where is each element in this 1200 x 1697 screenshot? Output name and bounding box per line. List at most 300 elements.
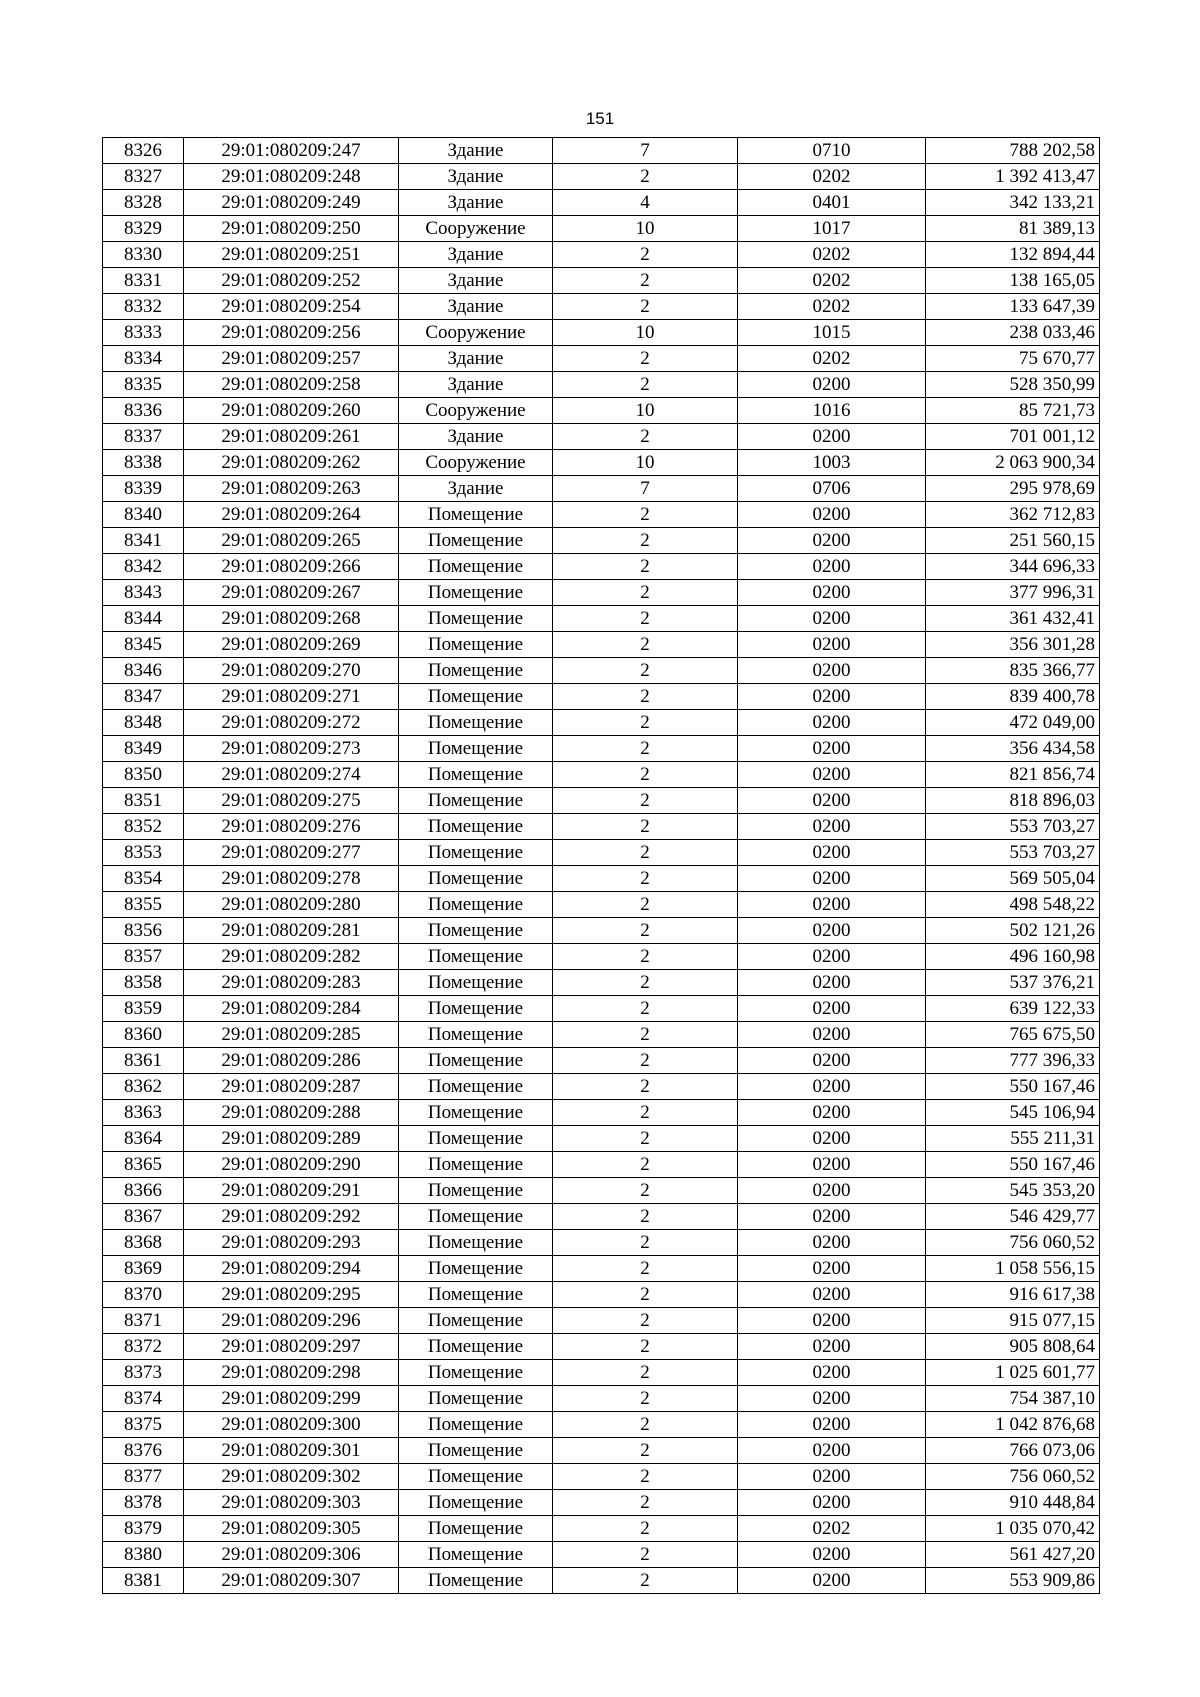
table-row xyxy=(103,1464,1100,1490)
cadastral-number-cell: 29:01:080209:301 xyxy=(184,1438,399,1464)
row-number-cell: 8359 xyxy=(103,996,184,1022)
table-row xyxy=(103,190,1100,216)
cadastral-number-cell: 29:01:080209:298 xyxy=(184,1360,399,1386)
group-cell: 2 xyxy=(553,1204,738,1230)
cadastral-value-cell: 528 350,99 xyxy=(926,372,1100,398)
code-cell: 0200 xyxy=(738,1100,926,1126)
row-number-cell: 8380 xyxy=(103,1542,184,1568)
object-type-cell: Сооружение xyxy=(399,398,553,424)
row-number-cell: 8358 xyxy=(103,970,184,996)
group-cell: 2 xyxy=(553,1100,738,1126)
code-cell: 0200 xyxy=(738,1048,926,1074)
cadastral-number-cell: 29:01:080209:247 xyxy=(184,138,399,164)
code-cell: 0200 xyxy=(738,1568,926,1594)
cadastral-number-cell: 29:01:080209:266 xyxy=(184,554,399,580)
cadastral-number-cell: 29:01:080209:249 xyxy=(184,190,399,216)
group-cell: 2 xyxy=(553,1490,738,1516)
table-row xyxy=(103,1568,1100,1594)
group-cell: 2 xyxy=(553,944,738,970)
object-type-cell: Сооружение xyxy=(399,216,553,242)
group-cell: 2 xyxy=(553,736,738,762)
code-cell: 0200 xyxy=(738,996,926,1022)
code-cell: 0200 xyxy=(738,788,926,814)
cadastral-value-cell: 133 647,39 xyxy=(926,294,1100,320)
code-cell: 0200 xyxy=(738,632,926,658)
row-number-cell: 8348 xyxy=(103,710,184,736)
code-cell: 0200 xyxy=(738,1204,926,1230)
object-type-cell: Сооружение xyxy=(399,450,553,476)
row-number-cell: 8336 xyxy=(103,398,184,424)
cadastral-number-cell: 29:01:080209:272 xyxy=(184,710,399,736)
cadastral-number-cell: 29:01:080209:274 xyxy=(184,762,399,788)
group-cell: 2 xyxy=(553,1282,738,1308)
table-row xyxy=(103,1074,1100,1100)
object-type-cell: Здание xyxy=(399,476,553,502)
cadastral-number-cell: 29:01:080209:256 xyxy=(184,320,399,346)
cadastral-number-cell: 29:01:080209:277 xyxy=(184,840,399,866)
table-row xyxy=(103,1438,1100,1464)
object-type-cell: Помещение xyxy=(399,996,553,1022)
cadastral-value-cell: 788 202,58 xyxy=(926,138,1100,164)
cadastral-number-cell: 29:01:080209:292 xyxy=(184,1204,399,1230)
row-number-cell: 8339 xyxy=(103,476,184,502)
table-row xyxy=(103,1360,1100,1386)
row-number-cell: 8330 xyxy=(103,242,184,268)
code-cell: 0202 xyxy=(738,346,926,372)
code-cell: 0200 xyxy=(738,892,926,918)
row-number-cell: 8377 xyxy=(103,1464,184,1490)
row-number-cell: 8364 xyxy=(103,1126,184,1152)
code-cell: 1016 xyxy=(738,398,926,424)
code-cell: 0200 xyxy=(738,1308,926,1334)
object-type-cell: Помещение xyxy=(399,1334,553,1360)
cadastral-number-cell: 29:01:080209:284 xyxy=(184,996,399,1022)
table-row xyxy=(103,1386,1100,1412)
code-cell: 0200 xyxy=(738,1464,926,1490)
object-type-cell: Здание xyxy=(399,372,553,398)
cadastral-number-cell: 29:01:080209:263 xyxy=(184,476,399,502)
group-cell: 2 xyxy=(553,1074,738,1100)
table-row xyxy=(103,710,1100,736)
code-cell: 0202 xyxy=(738,1516,926,1542)
cadastral-value-cell: 1 058 556,15 xyxy=(926,1256,1100,1282)
table-body xyxy=(103,138,1100,1594)
cadastral-number-cell: 29:01:080209:261 xyxy=(184,424,399,450)
cadastral-number-cell: 29:01:080209:290 xyxy=(184,1152,399,1178)
row-number-cell: 8374 xyxy=(103,1386,184,1412)
cadastral-number-cell: 29:01:080209:270 xyxy=(184,658,399,684)
object-type-cell: Помещение xyxy=(399,1308,553,1334)
group-cell: 2 xyxy=(553,1360,738,1386)
cadastral-value-cell: 85 721,73 xyxy=(926,398,1100,424)
cadastral-value-table xyxy=(102,137,1100,1594)
cadastral-value-cell: 756 060,52 xyxy=(926,1464,1100,1490)
code-cell: 0710 xyxy=(738,138,926,164)
row-number-cell: 8372 xyxy=(103,1334,184,1360)
code-cell: 0202 xyxy=(738,164,926,190)
cadastral-number-cell: 29:01:080209:306 xyxy=(184,1542,399,1568)
cadastral-number-cell: 29:01:080209:305 xyxy=(184,1516,399,1542)
object-type-cell: Помещение xyxy=(399,1048,553,1074)
object-type-cell: Помещение xyxy=(399,658,553,684)
object-type-cell: Помещение xyxy=(399,1204,553,1230)
code-cell: 0200 xyxy=(738,502,926,528)
cadastral-number-cell: 29:01:080209:297 xyxy=(184,1334,399,1360)
cadastral-number-cell: 29:01:080209:288 xyxy=(184,1100,399,1126)
row-number-cell: 8371 xyxy=(103,1308,184,1334)
object-type-cell: Помещение xyxy=(399,736,553,762)
object-type-cell: Помещение xyxy=(399,1282,553,1308)
page-number: 151 xyxy=(585,109,615,128)
cadastral-number-cell: 29:01:080209:276 xyxy=(184,814,399,840)
group-cell: 2 xyxy=(553,684,738,710)
cadastral-number-cell: 29:01:080209:289 xyxy=(184,1126,399,1152)
object-type-cell: Помещение xyxy=(399,762,553,788)
cadastral-number-cell: 29:01:080209:264 xyxy=(184,502,399,528)
code-cell: 0401 xyxy=(738,190,926,216)
row-number-cell: 8338 xyxy=(103,450,184,476)
object-type-cell: Здание xyxy=(399,424,553,450)
row-number-cell: 8381 xyxy=(103,1568,184,1594)
cadastral-value-cell: 342 133,21 xyxy=(926,190,1100,216)
group-cell: 2 xyxy=(553,502,738,528)
object-type-cell: Помещение xyxy=(399,1490,553,1516)
cadastral-number-cell: 29:01:080209:273 xyxy=(184,736,399,762)
code-cell: 0200 xyxy=(738,1074,926,1100)
group-cell: 2 xyxy=(553,164,738,190)
object-type-cell: Помещение xyxy=(399,1438,553,1464)
object-type-cell: Помещение xyxy=(399,1074,553,1100)
table-row xyxy=(103,684,1100,710)
table-row xyxy=(103,164,1100,190)
row-number-cell: 8368 xyxy=(103,1230,184,1256)
code-cell: 0200 xyxy=(738,710,926,736)
object-type-cell: Здание xyxy=(399,268,553,294)
group-cell: 2 xyxy=(553,996,738,1022)
code-cell: 0200 xyxy=(738,736,926,762)
code-cell: 0200 xyxy=(738,1542,926,1568)
cadastral-value-cell: 916 617,38 xyxy=(926,1282,1100,1308)
table-row xyxy=(103,1230,1100,1256)
table-row xyxy=(103,736,1100,762)
group-cell: 2 xyxy=(553,424,738,450)
table-row xyxy=(103,554,1100,580)
cadastral-value-cell: 132 894,44 xyxy=(926,242,1100,268)
group-cell: 10 xyxy=(553,398,738,424)
group-cell: 2 xyxy=(553,840,738,866)
cadastral-number-cell: 29:01:080209:307 xyxy=(184,1568,399,1594)
group-cell: 2 xyxy=(553,1412,738,1438)
row-number-cell: 8342 xyxy=(103,554,184,580)
object-type-cell: Здание xyxy=(399,138,553,164)
row-number-cell: 8379 xyxy=(103,1516,184,1542)
cadastral-value-cell: 1 042 876,68 xyxy=(926,1412,1100,1438)
object-type-cell: Помещение xyxy=(399,632,553,658)
cadastral-value-cell: 545 353,20 xyxy=(926,1178,1100,1204)
table-row xyxy=(103,1282,1100,1308)
object-type-cell: Здание xyxy=(399,190,553,216)
row-number-cell: 8333 xyxy=(103,320,184,346)
row-number-cell: 8331 xyxy=(103,268,184,294)
row-number-cell: 8363 xyxy=(103,1100,184,1126)
table-row xyxy=(103,450,1100,476)
row-number-cell: 8360 xyxy=(103,1022,184,1048)
group-cell: 2 xyxy=(553,606,738,632)
table-row xyxy=(103,866,1100,892)
code-cell: 0200 xyxy=(738,814,926,840)
object-type-cell: Здание xyxy=(399,164,553,190)
cadastral-value-cell: 2 063 900,34 xyxy=(926,450,1100,476)
row-number-cell: 8327 xyxy=(103,164,184,190)
cadastral-value-cell: 502 121,26 xyxy=(926,918,1100,944)
table-row xyxy=(103,918,1100,944)
row-number-cell: 8361 xyxy=(103,1048,184,1074)
cadastral-number-cell: 29:01:080209:291 xyxy=(184,1178,399,1204)
table-row xyxy=(103,216,1100,242)
cadastral-value-cell: 251 560,15 xyxy=(926,528,1100,554)
cadastral-value-cell: 1 025 601,77 xyxy=(926,1360,1100,1386)
cadastral-number-cell: 29:01:080209:262 xyxy=(184,450,399,476)
cadastral-number-cell: 29:01:080209:269 xyxy=(184,632,399,658)
cadastral-value-cell: 344 696,33 xyxy=(926,554,1100,580)
cadastral-number-cell: 29:01:080209:278 xyxy=(184,866,399,892)
cadastral-value-cell: 496 160,98 xyxy=(926,944,1100,970)
cadastral-value-cell: 915 077,15 xyxy=(926,1308,1100,1334)
group-cell: 7 xyxy=(553,138,738,164)
row-number-cell: 8369 xyxy=(103,1256,184,1282)
object-type-cell: Здание xyxy=(399,294,553,320)
cadastral-value-cell: 356 434,58 xyxy=(926,736,1100,762)
cadastral-number-cell: 29:01:080209:268 xyxy=(184,606,399,632)
group-cell: 2 xyxy=(553,242,738,268)
code-cell: 0200 xyxy=(738,918,926,944)
object-type-cell: Помещение xyxy=(399,866,553,892)
cadastral-number-cell: 29:01:080209:271 xyxy=(184,684,399,710)
cadastral-value-cell: 553 703,27 xyxy=(926,814,1100,840)
cadastral-value-cell: 821 856,74 xyxy=(926,762,1100,788)
row-number-cell: 8337 xyxy=(103,424,184,450)
group-cell: 7 xyxy=(553,476,738,502)
row-number-cell: 8340 xyxy=(103,502,184,528)
object-type-cell: Здание xyxy=(399,346,553,372)
table-row xyxy=(103,970,1100,996)
cadastral-number-cell: 29:01:080209:295 xyxy=(184,1282,399,1308)
group-cell: 2 xyxy=(553,372,738,398)
cadastral-value-cell: 835 366,77 xyxy=(926,658,1100,684)
code-cell: 0202 xyxy=(738,294,926,320)
object-type-cell: Помещение xyxy=(399,1516,553,1542)
row-number-cell: 8375 xyxy=(103,1412,184,1438)
cadastral-value-cell: 1 392 413,47 xyxy=(926,164,1100,190)
row-number-cell: 8373 xyxy=(103,1360,184,1386)
row-number-cell: 8357 xyxy=(103,944,184,970)
cadastral-value-cell: 553 909,86 xyxy=(926,1568,1100,1594)
cadastral-value-cell: 905 808,64 xyxy=(926,1334,1100,1360)
object-type-cell: Помещение xyxy=(399,1256,553,1282)
code-cell: 0200 xyxy=(738,1490,926,1516)
table-row xyxy=(103,814,1100,840)
code-cell: 0706 xyxy=(738,476,926,502)
row-number-cell: 8347 xyxy=(103,684,184,710)
row-number-cell: 8370 xyxy=(103,1282,184,1308)
code-cell: 0202 xyxy=(738,268,926,294)
cadastral-value-cell: 818 896,03 xyxy=(926,788,1100,814)
object-type-cell: Помещение xyxy=(399,502,553,528)
row-number-cell: 8376 xyxy=(103,1438,184,1464)
cadastral-value-cell: 561 427,20 xyxy=(926,1542,1100,1568)
table-row xyxy=(103,1126,1100,1152)
cadastral-number-cell: 29:01:080209:302 xyxy=(184,1464,399,1490)
object-type-cell: Помещение xyxy=(399,1022,553,1048)
group-cell: 2 xyxy=(553,892,738,918)
group-cell: 2 xyxy=(553,1464,738,1490)
row-number-cell: 8351 xyxy=(103,788,184,814)
code-cell: 0200 xyxy=(738,424,926,450)
group-cell: 2 xyxy=(553,632,738,658)
object-type-cell: Помещение xyxy=(399,554,553,580)
object-type-cell: Помещение xyxy=(399,1360,553,1386)
row-number-cell: 8350 xyxy=(103,762,184,788)
cadastral-value-cell: 555 211,31 xyxy=(926,1126,1100,1152)
cadastral-value-cell: 569 505,04 xyxy=(926,866,1100,892)
group-cell: 2 xyxy=(553,1230,738,1256)
row-number-cell: 8328 xyxy=(103,190,184,216)
cadastral-value-cell: 553 703,27 xyxy=(926,840,1100,866)
code-cell: 0200 xyxy=(738,1438,926,1464)
row-number-cell: 8354 xyxy=(103,866,184,892)
group-cell: 2 xyxy=(553,1568,738,1594)
cadastral-number-cell: 29:01:080209:296 xyxy=(184,1308,399,1334)
cadastral-number-cell: 29:01:080209:258 xyxy=(184,372,399,398)
group-cell: 2 xyxy=(553,1386,738,1412)
object-type-cell: Помещение xyxy=(399,788,553,814)
group-cell: 2 xyxy=(553,658,738,684)
cadastral-value-cell: 361 432,41 xyxy=(926,606,1100,632)
code-cell: 0200 xyxy=(738,1360,926,1386)
object-type-cell: Помещение xyxy=(399,892,553,918)
row-number-cell: 8341 xyxy=(103,528,184,554)
code-cell: 0200 xyxy=(738,1282,926,1308)
cadastral-number-cell: 29:01:080209:293 xyxy=(184,1230,399,1256)
cadastral-number-cell: 29:01:080209:285 xyxy=(184,1022,399,1048)
table-row xyxy=(103,1256,1100,1282)
group-cell: 2 xyxy=(553,268,738,294)
table-row xyxy=(103,502,1100,528)
cadastral-value-cell: 81 389,13 xyxy=(926,216,1100,242)
group-cell: 2 xyxy=(553,1308,738,1334)
cadastral-value-cell: 550 167,46 xyxy=(926,1074,1100,1100)
code-cell: 0200 xyxy=(738,372,926,398)
object-type-cell: Помещение xyxy=(399,1230,553,1256)
code-cell: 0200 xyxy=(738,1022,926,1048)
table-row xyxy=(103,1308,1100,1334)
cadastral-value-cell: 766 073,06 xyxy=(926,1438,1100,1464)
cadastral-number-cell: 29:01:080209:287 xyxy=(184,1074,399,1100)
object-type-cell: Помещение xyxy=(399,1542,553,1568)
cadastral-number-cell: 29:01:080209:251 xyxy=(184,242,399,268)
table-row xyxy=(103,1048,1100,1074)
table-row xyxy=(103,242,1100,268)
object-type-cell: Здание xyxy=(399,242,553,268)
cadastral-number-cell: 29:01:080209:275 xyxy=(184,788,399,814)
table-row xyxy=(103,1204,1100,1230)
code-cell: 0202 xyxy=(738,242,926,268)
table-row xyxy=(103,606,1100,632)
code-cell: 0200 xyxy=(738,658,926,684)
code-cell: 0200 xyxy=(738,1126,926,1152)
cadastral-number-cell: 29:01:080209:257 xyxy=(184,346,399,372)
cadastral-number-cell: 29:01:080209:248 xyxy=(184,164,399,190)
object-type-cell: Помещение xyxy=(399,814,553,840)
group-cell: 2 xyxy=(553,1438,738,1464)
row-number-cell: 8326 xyxy=(103,138,184,164)
object-type-cell: Помещение xyxy=(399,1412,553,1438)
row-number-cell: 8335 xyxy=(103,372,184,398)
row-number-cell: 8329 xyxy=(103,216,184,242)
cadastral-value-cell: 765 675,50 xyxy=(926,1022,1100,1048)
group-cell: 2 xyxy=(553,970,738,996)
code-cell: 0200 xyxy=(738,944,926,970)
code-cell: 0200 xyxy=(738,970,926,996)
table-row xyxy=(103,424,1100,450)
cadastral-value-cell: 777 396,33 xyxy=(926,1048,1100,1074)
table-row xyxy=(103,944,1100,970)
code-cell: 0200 xyxy=(738,866,926,892)
cadastral-number-cell: 29:01:080209:265 xyxy=(184,528,399,554)
table-row xyxy=(103,1100,1100,1126)
row-number-cell: 8344 xyxy=(103,606,184,632)
object-type-cell: Помещение xyxy=(399,528,553,554)
code-cell: 0200 xyxy=(738,684,926,710)
object-type-cell: Помещение xyxy=(399,944,553,970)
object-type-cell: Помещение xyxy=(399,1386,553,1412)
group-cell: 2 xyxy=(553,1126,738,1152)
cadastral-value-cell: 839 400,78 xyxy=(926,684,1100,710)
row-number-cell: 8356 xyxy=(103,918,184,944)
cadastral-number-cell: 29:01:080209:300 xyxy=(184,1412,399,1438)
object-type-cell: Помещение xyxy=(399,710,553,736)
cadastral-number-cell: 29:01:080209:250 xyxy=(184,216,399,242)
table-row xyxy=(103,658,1100,684)
object-type-cell: Помещение xyxy=(399,840,553,866)
cadastral-value-cell: 754 387,10 xyxy=(926,1386,1100,1412)
table-row xyxy=(103,268,1100,294)
object-type-cell: Сооружение xyxy=(399,320,553,346)
cadastral-value-cell: 356 301,28 xyxy=(926,632,1100,658)
cadastral-value-cell: 377 996,31 xyxy=(926,580,1100,606)
group-cell: 2 xyxy=(553,788,738,814)
group-cell: 10 xyxy=(553,216,738,242)
group-cell: 2 xyxy=(553,1256,738,1282)
table-row xyxy=(103,996,1100,1022)
cadastral-number-cell: 29:01:080209:252 xyxy=(184,268,399,294)
row-number-cell: 8352 xyxy=(103,814,184,840)
row-number-cell: 8334 xyxy=(103,346,184,372)
group-cell: 10 xyxy=(553,450,738,476)
row-number-cell: 8346 xyxy=(103,658,184,684)
cadastral-value-cell: 639 122,33 xyxy=(926,996,1100,1022)
object-type-cell: Помещение xyxy=(399,970,553,996)
group-cell: 2 xyxy=(553,918,738,944)
object-type-cell: Помещение xyxy=(399,1126,553,1152)
code-cell: 1003 xyxy=(738,450,926,476)
table-row xyxy=(103,346,1100,372)
cadastral-value-cell: 472 049,00 xyxy=(926,710,1100,736)
object-type-cell: Помещение xyxy=(399,1178,553,1204)
table-row xyxy=(103,1542,1100,1568)
code-cell: 0200 xyxy=(738,1412,926,1438)
table-row xyxy=(103,320,1100,346)
